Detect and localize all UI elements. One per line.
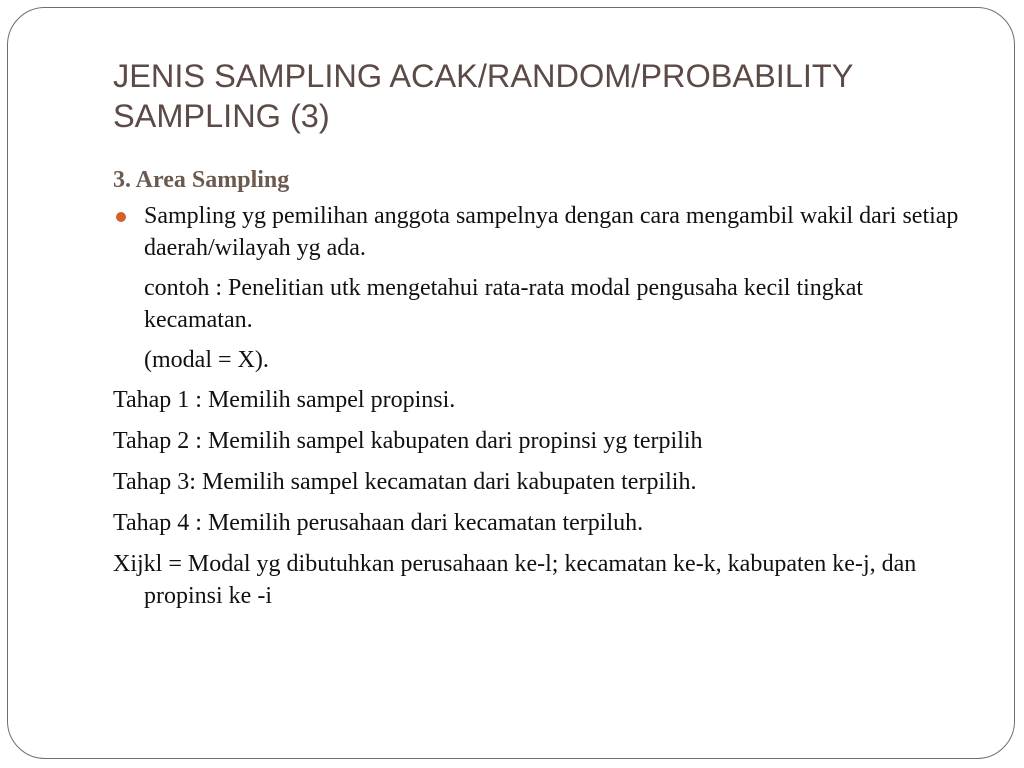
- example-note: (modal = X).: [144, 347, 269, 373]
- definition-text: Xijkl = Modal yg dibutuhkan perusahaan ke-l; kecamatan ke-k, kabupaten ke-j, dan propinsi ke -i: [113, 551, 917, 609]
- slide-body: [113, 164, 973, 612]
- step-1: Tahap 1 : Memilih sampel propinsi.: [113, 387, 456, 413]
- subheading: 3. Area Sampling: [113, 167, 290, 193]
- bullet-text: Sampling yg pemilihan anggota sampelnya dengan cara mengambil wakil dari setiap daerah/wilayah yg ada.: [144, 203, 959, 261]
- slide-title: JENIS SAMPLING ACAK/RANDOM/PROBABILITY SAMPLING (3): [113, 58, 853, 134]
- example-text: contoh : Penelitian utk mengetahui rata-rata modal pengusaha kecil tingkat kecamatan.: [144, 275, 864, 333]
- step-3: Tahap 3: Memilih sampel kecamatan dari kabupaten terpilih.: [113, 469, 697, 495]
- bullet-dot-icon: [116, 212, 126, 222]
- step-4: Tahap 4 : Memilih perusahaan dari kecamatan terpiluh.: [113, 510, 644, 536]
- step-2: Tahap 2 : Memilih sampel kabupaten dari propinsi yg terpilih: [113, 428, 703, 454]
- bullet-item: [113, 200, 973, 264]
